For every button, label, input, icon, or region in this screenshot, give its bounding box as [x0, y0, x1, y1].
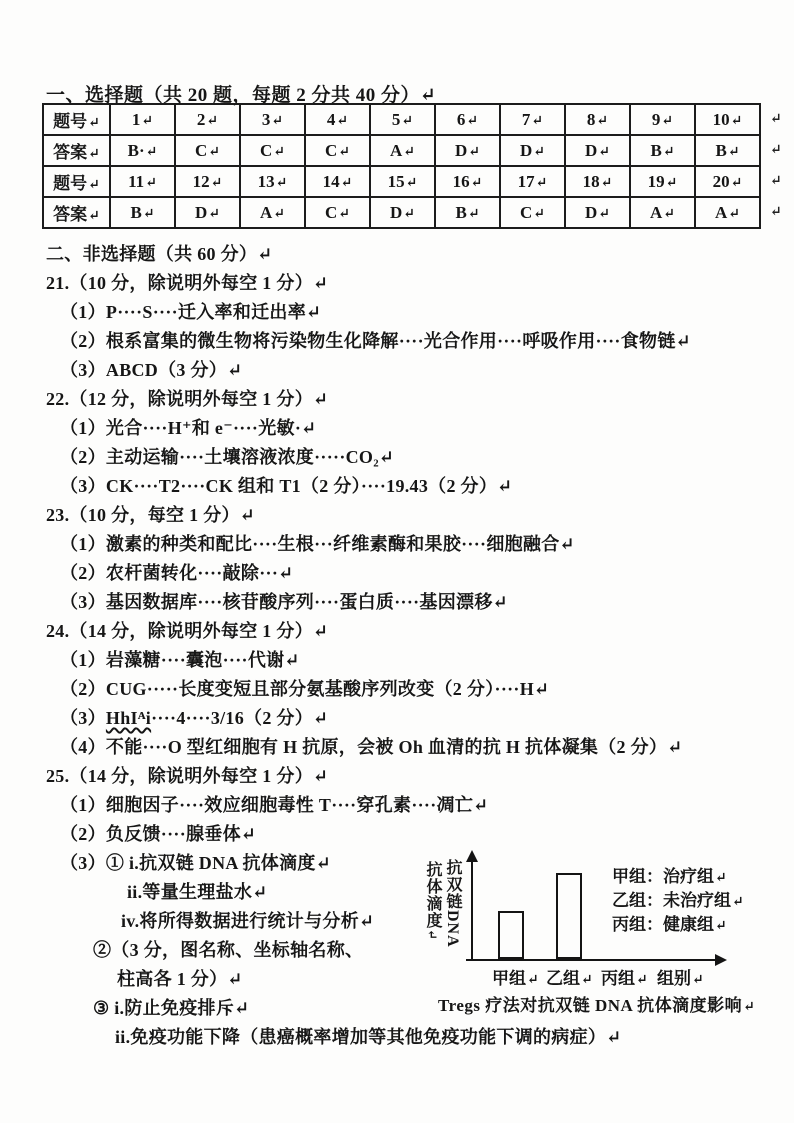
- y-axis-line: [471, 861, 473, 959]
- question-23-heading: 23.（10 分，每空 1 分）↵: [46, 505, 256, 525]
- answer-cell: C↵: [305, 135, 370, 166]
- answer-cell: D↵: [175, 197, 240, 228]
- return-mark-icon: ↵: [727, 144, 740, 160]
- return-mark-icon: ↵: [715, 919, 727, 934]
- answer-cell: A↵: [370, 135, 435, 166]
- answer-cell: B·↵: [110, 135, 175, 166]
- return-mark-icon: ↵: [145, 144, 158, 160]
- answer-cell: C↵: [500, 197, 565, 228]
- chart-title: Tregs 疗法对抗双链 DNA 抗体滴度影响↵: [438, 996, 756, 1015]
- return-mark-icon: ↵: [336, 113, 349, 129]
- return-mark-icon: ↵: [732, 895, 744, 910]
- answer-line: （2）农杆菌转化····敲除···↵: [60, 563, 294, 583]
- question-24-heading: 24.（14 分，除说明外每空 1 分）↵: [46, 621, 329, 641]
- question-number-cell: 17↵: [500, 166, 565, 197]
- question-number-cell: 1↵: [110, 104, 175, 135]
- answer-cell: B↵: [630, 135, 695, 166]
- answer-cell: D↵: [370, 197, 435, 228]
- return-mark-icon: ↵: [208, 206, 220, 222]
- return-mark-icon: ↵: [88, 147, 100, 162]
- x-tick-label: 乙组↵: [546, 969, 593, 988]
- return-mark-icon: ↵: [596, 113, 609, 129]
- answer-line: ②（3 分，图名称、坐标轴名称、: [93, 940, 364, 960]
- answer-line: （4）不能····O 型红细胞有 H 抗原，会被 Oh 血清的抗 H 抗体凝集（2 分）↵: [60, 737, 683, 757]
- return-mark-icon: ↵: [466, 113, 479, 129]
- return-mark-icon: ↵: [88, 116, 100, 131]
- return-mark-icon: ↵: [403, 206, 415, 222]
- answer-cell: B↵: [435, 197, 500, 228]
- return-mark-icon: ↵: [533, 144, 545, 160]
- answer-cell: A↵: [695, 197, 760, 228]
- answer-line: （3）① i.抗双链 DNA 抗体滴度↵: [60, 853, 332, 873]
- answer-line: （1）细胞因子····效应细胞毒性 T····穿孔素····凋亡↵: [60, 795, 489, 815]
- x-axis-arrow-icon: [715, 954, 727, 966]
- return-mark-icon: ↵: [661, 113, 674, 129]
- return-mark-icon: ↵: [275, 175, 288, 191]
- y-axis-label: 抗双链DNA: [444, 859, 461, 948]
- return-mark-icon: ↵: [467, 206, 480, 222]
- answer-cell: D↵: [435, 135, 500, 166]
- return-mark-icon: ↵: [531, 113, 544, 129]
- return-mark-icon: ↵: [405, 175, 418, 191]
- question-number-cell: 3↵: [240, 104, 305, 135]
- return-mark-icon: ↵: [728, 206, 740, 222]
- row-header-cell: 题号↵: [43, 166, 110, 197]
- return-mark-icon: ↵: [271, 113, 284, 129]
- return-mark-icon: ↵: [730, 175, 743, 191]
- question-number-cell: 9↵: [630, 104, 695, 135]
- return-mark-icon: ↵: [470, 175, 483, 191]
- answer-line: （3）ABCD（3 分）↵: [60, 360, 243, 380]
- answer-line: 柱高各 1 分）↵: [117, 969, 243, 989]
- question-number-cell: 15↵: [370, 166, 435, 197]
- x-axis-line: [466, 959, 717, 961]
- answer-table-row: [43, 135, 760, 166]
- answer-line: （1）激素的种类和配比····生根···纤维素酶和果胶····细胞融合↵: [60, 534, 575, 554]
- return-mark-icon: ↵: [535, 175, 548, 191]
- answer-table: [42, 103, 761, 229]
- question-number-cell: 11↵: [110, 166, 175, 197]
- return-mark-icon: ↵: [663, 206, 675, 222]
- return-mark-icon: ↵: [273, 144, 285, 160]
- return-mark-icon: ↵: [598, 206, 610, 222]
- answer-line: （2）负反馈····腺垂体↵: [60, 824, 257, 844]
- bar-乙组: [556, 873, 582, 959]
- question-21-heading: 21.（10 分，除说明外每空 1 分）↵: [46, 273, 329, 293]
- return-mark-icon: ↵: [88, 209, 100, 224]
- return-mark-icon: ↵: [88, 178, 100, 193]
- x-axis-label: 组别↵: [657, 969, 704, 988]
- question-number-cell: 12↵: [175, 166, 240, 197]
- return-mark-icon: ↵: [636, 973, 648, 988]
- legend-item: 甲组：治疗组↵: [612, 867, 727, 886]
- return-mark-icon: ↵: [730, 113, 743, 129]
- row-end-mark: ↵: [770, 143, 782, 158]
- question-number-cell: 14↵: [305, 166, 370, 197]
- answer-line: ii.等量生理盐水↵: [127, 882, 268, 902]
- return-mark-icon: ↵: [338, 206, 350, 222]
- answer-line: （2）主动运输····土壤溶液浓度·····CO₂↵: [60, 447, 395, 467]
- answer-line: ii.免疫功能下降（患癌概率增加等其他免疫功能下调的病症）↵: [115, 1027, 622, 1047]
- answer-line: [0, 704, 794, 733]
- question-number-cell: 16↵: [435, 166, 500, 197]
- question-number-cell: 8↵: [565, 104, 630, 135]
- question-22-heading: 22.（12 分，除说明外每空 1 分）↵: [46, 389, 329, 409]
- answer-cell: D↵: [565, 135, 630, 166]
- return-mark-icon: ↵: [598, 144, 610, 160]
- answer-cell: D↵: [500, 135, 565, 166]
- row-header-cell: 答案↵: [43, 197, 110, 228]
- return-mark-icon: ↵: [141, 113, 154, 129]
- question-number-cell: 4↵: [305, 104, 370, 135]
- return-mark-icon: ↵: [581, 973, 593, 988]
- row-end-mark: ↵: [770, 205, 782, 220]
- row-header-cell: 题号↵: [43, 104, 110, 135]
- question-number-cell: 18↵: [565, 166, 630, 197]
- return-mark-icon: ↵: [145, 175, 157, 191]
- return-mark-icon: ↵: [743, 1000, 756, 1015]
- question-number-cell: 6↵: [435, 104, 500, 135]
- return-mark-icon: ↵: [208, 144, 220, 160]
- x-tick-label: 甲组↵: [492, 969, 539, 988]
- answer-line: iv.将所得数据进行统计与分析↵: [121, 911, 375, 931]
- chart-legend: [612, 865, 744, 937]
- answer-table-row: [43, 166, 760, 197]
- question-number-cell: 7↵: [500, 104, 565, 135]
- answer-line: （2）CUG·····长度变短且部分氨基酸序列改变（2 分）····H↵: [60, 679, 550, 699]
- row-header-cell: 答案↵: [43, 135, 110, 166]
- return-mark-icon: ↵: [340, 175, 353, 191]
- return-mark-icon: ↵: [715, 871, 727, 886]
- question-number-cell: 10↵: [695, 104, 760, 135]
- answer-cell: A↵: [630, 197, 695, 228]
- answer-table-row: [43, 197, 760, 228]
- question-number-cell: 20↵: [695, 166, 760, 197]
- row-end-mark: ↵: [770, 112, 782, 127]
- answer-line: （1）光合····H⁺和 e⁻····光敏·↵: [60, 418, 317, 438]
- question-number-cell: 5↵: [370, 104, 435, 135]
- return-mark-icon: ↵: [403, 144, 415, 160]
- answer-cell: C↵: [240, 135, 305, 166]
- x-tick-label: 丙组↵: [601, 969, 648, 988]
- answer-line-text: ····4····3/16（2 分）↵: [151, 708, 329, 728]
- wavy-underlined-genotype: HhIᴬi: [105, 708, 152, 728]
- antibody-titer-bar-chart: [420, 845, 794, 1023]
- return-mark-icon: ↵: [338, 144, 350, 160]
- return-mark-icon: ↵: [206, 113, 219, 129]
- answer-cell: A↵: [240, 197, 305, 228]
- answer-cell: B↵: [110, 197, 175, 228]
- return-mark-icon: ↵: [527, 973, 539, 988]
- question-number-cell: 19↵: [630, 166, 695, 197]
- legend-item: 丙组：健康组↵: [612, 915, 727, 934]
- return-mark-icon: ↵: [665, 175, 678, 191]
- return-mark-icon: ↵: [692, 973, 704, 988]
- return-mark-icon: ↵: [142, 206, 155, 222]
- question-number-cell: 2↵: [175, 104, 240, 135]
- answer-line-text: （3）: [60, 708, 106, 728]
- return-mark-icon: ↵: [273, 206, 285, 222]
- question-25-heading: 25.（14 分，除说明外每空 1 分）↵: [46, 766, 329, 786]
- return-mark-icon: ↵: [425, 929, 440, 941]
- return-mark-icon: ↵: [600, 175, 613, 191]
- answer-cell: C↵: [305, 197, 370, 228]
- return-mark-icon: ↵: [468, 144, 480, 160]
- return-mark-icon: ↵: [533, 206, 545, 222]
- section2-heading: 二、非选择题（共 60 分）↵: [46, 244, 273, 264]
- bar-甲组: [498, 911, 524, 959]
- return-mark-icon: ↵: [401, 113, 414, 129]
- return-mark-icon: ↵: [210, 175, 223, 191]
- y-axis-label: 抗体滴度↵: [424, 861, 441, 941]
- row-end-mark: ↵: [770, 174, 782, 189]
- answer-cell: D↵: [565, 197, 630, 228]
- question-number-cell: 13↵: [240, 166, 305, 197]
- answer-cell: B↵: [695, 135, 760, 166]
- section1-heading: 一、选择题（共 20 题，每题 2 分共 40 分）↵: [46, 85, 437, 106]
- answer-line: （2）根系富集的微生物将污染物生化降解····光合作用····呼吸作用····食物链↵: [60, 331, 692, 351]
- legend-item: 乙组：未治疗组↵: [612, 891, 744, 910]
- answer-line: （1）P····S····迁入率和迁出率↵: [60, 302, 322, 322]
- answer-table-row: [43, 104, 760, 135]
- answer-cell: C↵: [175, 135, 240, 166]
- answer-line: （3）CK····T2····CK 组和 T1（2 分）····19.43（2 分）↵: [60, 476, 513, 496]
- table-row-end-marks: [770, 104, 782, 228]
- return-mark-icon: ↵: [662, 144, 675, 160]
- answer-line: （1）岩藻糖····囊泡····代谢↵: [60, 650, 300, 670]
- answer-line: ③ i.防止免疫排斥↵: [93, 998, 250, 1018]
- answer-line: （3）基因数据库····核苷酸序列····蛋白质····基因漂移↵: [60, 592, 509, 612]
